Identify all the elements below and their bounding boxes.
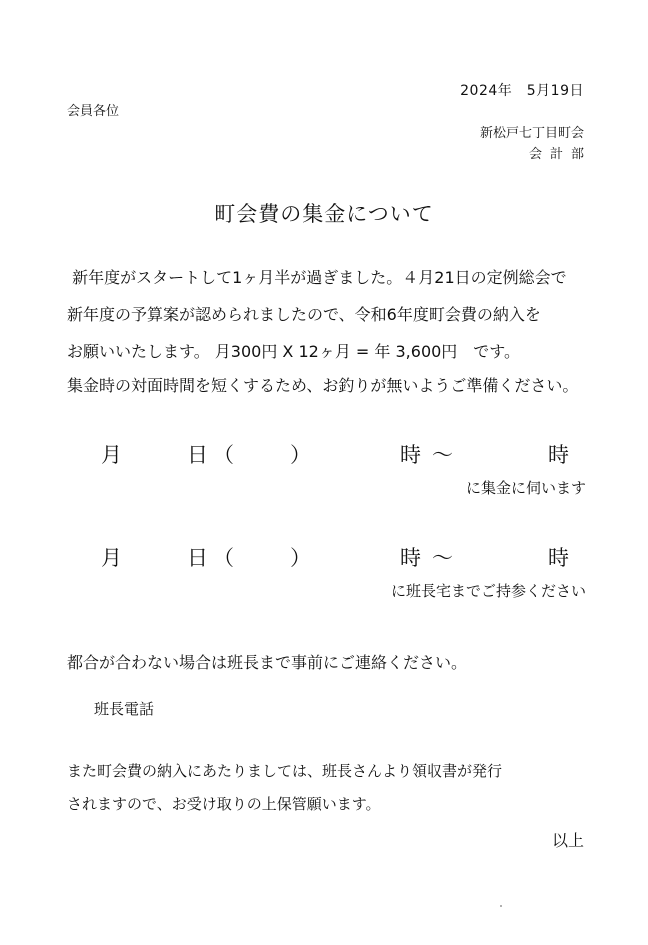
- schedule-2-day: 日: [187, 546, 208, 570]
- document-title: 町会費の集金について: [214, 202, 434, 226]
- recipient-line: 会員各位: [67, 104, 120, 119]
- schedule-2-hour-to: 時: [548, 546, 569, 570]
- schedule-2-paren-open: （: [213, 546, 234, 570]
- schedule-1-day: 日: [187, 443, 208, 467]
- contact-notice: 都合が合わない場合は班長まで事前にご連絡ください。: [67, 653, 468, 672]
- body-line-4: 集金時の対面時間を短くするため、お釣りが無いようご準備ください。: [67, 376, 579, 395]
- schedule-1-paren-close: ）: [290, 443, 311, 467]
- schedule-2-hour-from: 時: [400, 546, 421, 570]
- schedule-2-paren-close: ）: [290, 546, 311, 570]
- document-date: 2024年 5月19日: [460, 83, 584, 99]
- sender-organization: 新松戸七丁目町会: [479, 126, 584, 141]
- body-line-3: お願いいたします。 月300円 X 12ヶ月 = 年 3,600円 です。: [67, 342, 521, 361]
- receipt-note-line-1: また町会費の納入にあたりましては、班長さんより領収書が発行: [67, 762, 503, 780]
- schedule-1-caption: に集金に伺います: [465, 479, 586, 497]
- schedule-1-tilde: ～: [432, 443, 453, 467]
- body-line-1: [67, 265, 567, 288]
- closing-mark: 以上: [551, 831, 584, 850]
- receipt-note-line-2: されますので、お受け取りの上保管願います。: [67, 795, 381, 813]
- schedule-2-caption: に班長宅までご持参ください: [390, 582, 586, 600]
- leader-phone-label: 班長電話: [94, 700, 155, 718]
- scan-speck: [500, 905, 502, 907]
- sender-department: 会計部: [528, 147, 592, 162]
- schedule-1-paren-open: （: [213, 443, 234, 467]
- schedule-1-hour-from: 時: [400, 443, 421, 467]
- body-line-1-text: 新年度がスタートして1ヶ月半が過ぎました。４月21日の定例総会で: [72, 268, 567, 287]
- schedule-2-month: 月: [101, 546, 122, 570]
- body-line-2: 新年度の予算案が認められましたので、令和6年度町会費の納入を: [67, 305, 541, 324]
- schedule-2-tilde: ～: [432, 546, 453, 570]
- schedule-1-month: 月: [101, 443, 122, 467]
- schedule-1-hour-to: 時: [548, 443, 569, 467]
